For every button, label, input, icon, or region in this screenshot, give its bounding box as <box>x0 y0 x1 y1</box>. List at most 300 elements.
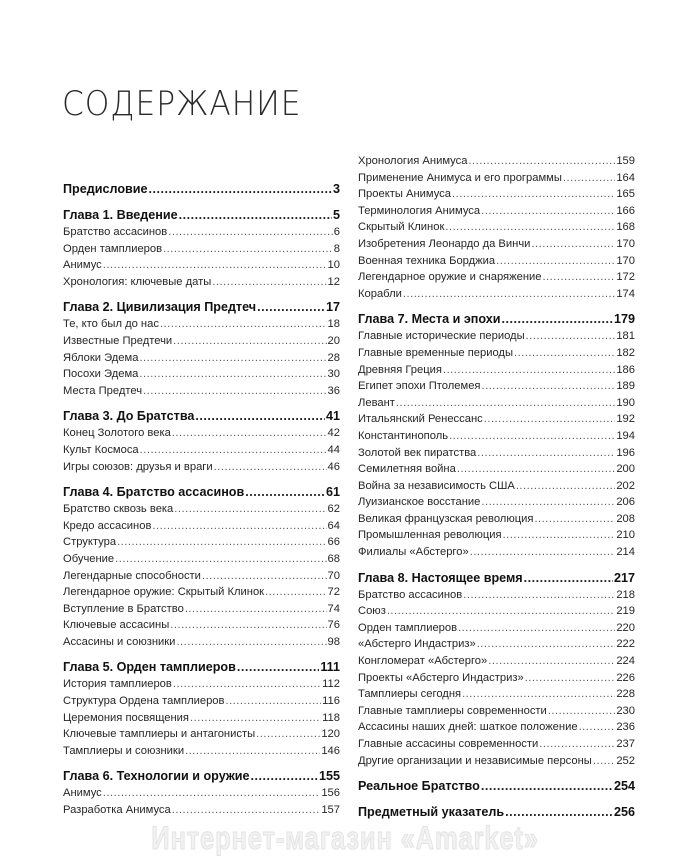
toc-entry <box>358 719 635 736</box>
dot-leader <box>237 658 320 676</box>
toc-entry <box>358 236 635 253</box>
toc-chapter-entry <box>63 658 340 676</box>
dot-leader <box>452 186 615 203</box>
toc-entry-title: Терминология Анимуса <box>358 204 481 217</box>
dot-leader <box>149 180 332 198</box>
dot-leader <box>534 511 615 528</box>
toc-entry <box>358 636 635 653</box>
toc-page-number: 256 <box>613 805 635 820</box>
toc-entry <box>358 703 635 720</box>
toc-entry-title: Места Предтеч <box>63 384 143 397</box>
toc-entry-title: Промышленная революция <box>358 529 502 542</box>
dot-leader <box>170 617 326 634</box>
toc-entry <box>358 736 635 753</box>
toc-entry-title: Война за независимость США <box>358 479 515 492</box>
dot-leader <box>548 703 616 720</box>
toc-page-number: 164 <box>616 171 635 184</box>
dot-leader <box>152 518 326 535</box>
dot-leader <box>103 785 321 802</box>
toc-page-number: 174 <box>616 287 635 300</box>
toc-page-number: 155 <box>318 769 340 784</box>
dot-leader <box>524 569 613 587</box>
toc-page-number: 214 <box>616 546 635 559</box>
toc-entry <box>63 442 340 459</box>
toc-entry-title: Хронология Анимуса <box>358 155 468 167</box>
dot-leader <box>496 253 615 270</box>
dot-leader <box>542 269 615 286</box>
toc-entry <box>63 316 340 333</box>
toc-page-number: 70 <box>327 569 340 582</box>
dot-leader <box>256 726 320 743</box>
toc-page-number: 156 <box>321 787 340 800</box>
toc-entry-title: Легендарное оружие: Скрытый Клинок <box>63 586 265 599</box>
toc-section <box>63 180 340 198</box>
toc-page-number: 42 <box>327 427 340 440</box>
dot-leader <box>195 407 325 425</box>
toc-page-number: 20 <box>327 334 340 347</box>
dot-leader <box>514 345 615 362</box>
toc-entry <box>63 241 340 258</box>
toc-page-number: 170 <box>616 254 635 267</box>
toc-chapter-entry <box>63 483 340 501</box>
toc-entry <box>63 710 340 727</box>
toc-entry-title: Глава 3. До Братства <box>63 409 195 424</box>
toc-entry-title: История тамплиеров <box>63 678 172 691</box>
dot-leader <box>173 676 321 693</box>
toc-entry <box>63 534 340 551</box>
toc-page-number: 12 <box>327 275 340 288</box>
toc-page-number: 192 <box>616 413 635 426</box>
toc-entry <box>358 753 635 770</box>
toc-entry-title: Глава 4. Братство ассасинов <box>63 485 245 500</box>
toc-page-number: 5 <box>332 208 340 222</box>
toc-entry <box>63 518 340 535</box>
toc-chapter-entry <box>63 180 340 198</box>
toc-entry-title: Главные ассасины современности <box>358 738 539 750</box>
toc-section <box>358 153 635 302</box>
toc-entry-title: Структура <box>63 536 117 549</box>
toc-page-number: 210 <box>616 529 635 542</box>
toc-entry <box>358 686 635 703</box>
toc-entry <box>358 544 635 561</box>
toc-page-number: 218 <box>616 588 635 601</box>
toc-entry-title: Корабли <box>358 287 402 300</box>
toc-page-number: 220 <box>616 621 635 634</box>
toc-page-number: 217 <box>613 570 635 585</box>
toc-page-number: 189 <box>616 380 635 393</box>
toc-entry-title: Предметный указатель <box>358 805 505 820</box>
toc-entry-title: Филиалы «Абстерго» <box>358 546 469 559</box>
toc-entry <box>63 802 340 819</box>
toc-page-number: 3 <box>332 182 340 196</box>
dot-leader <box>443 362 615 379</box>
toc-section <box>358 803 635 821</box>
toc-page-number: 168 <box>616 221 635 234</box>
dot-leader <box>458 620 615 637</box>
toc-entry-title: Глава 8. Настоящее время <box>358 570 523 585</box>
toc-entry-title: Главные тамплиеры современности <box>358 704 547 717</box>
dot-leader <box>503 527 616 544</box>
toc-entry-title: Конец Золотого века <box>63 427 171 440</box>
toc-page-number: 236 <box>616 721 635 734</box>
dot-leader <box>563 170 615 187</box>
toc-entry-title: Яблоки Эдема <box>63 351 139 364</box>
toc-entry-title: Братство сквозь века <box>63 503 174 516</box>
toc-entry-title: Легендарное оружие и снаряжение <box>358 271 542 284</box>
toc-section <box>358 777 635 795</box>
toc-entry <box>63 634 340 651</box>
toc-entry-title: Конгломерат «Абстерго» <box>358 655 488 668</box>
toc-page-number: 18 <box>327 318 340 331</box>
toc-entry-title: Ассасины и союзники <box>63 635 176 648</box>
toc-entry-title: Древняя Греция <box>358 363 442 376</box>
toc-page-number: 182 <box>616 346 635 359</box>
toc-entry-title: Египет эпохи Птолемея <box>358 380 481 393</box>
toc-entry <box>63 224 340 241</box>
toc-entry-title: Тамплиеры и союзники <box>63 744 185 757</box>
toc-page-number: 6 <box>333 226 340 238</box>
dot-leader <box>202 568 327 585</box>
toc-entry-title: Легендарные способности <box>63 569 201 582</box>
toc-entry-title: Реальное Братство <box>358 779 480 794</box>
toc-entry <box>63 568 340 585</box>
dot-leader <box>387 603 616 620</box>
toc-page-number: 170 <box>616 237 635 250</box>
toc-entry-title: Константинополь <box>358 429 449 442</box>
dot-leader <box>257 298 325 316</box>
toc-entry <box>358 461 635 478</box>
toc-page-number: 10 <box>327 259 340 272</box>
toc-entry-title: Обучение <box>63 552 115 565</box>
toc-page-number: 165 <box>616 188 635 201</box>
toc-entry <box>358 170 635 187</box>
toc-section <box>63 658 340 759</box>
toc-entry-title: Анимус <box>63 787 102 800</box>
toc-entry <box>358 494 635 511</box>
dot-leader <box>463 587 615 604</box>
toc-entry-title: Глава 1. Введение <box>63 208 178 222</box>
toc-entry-title: Глава 5. Орден тамплиеров <box>63 660 236 675</box>
toc-page-number: 66 <box>327 536 340 549</box>
dot-leader <box>160 316 327 333</box>
toc-column-left <box>63 180 340 827</box>
toc-chapter-entry <box>63 206 340 224</box>
toc-entry-title: Семилетняя война <box>358 463 456 476</box>
toc-page-number: 46 <box>327 460 340 473</box>
toc-entry-title: Орден тамплиеров <box>63 242 163 255</box>
toc-chapter-entry <box>63 767 340 785</box>
toc-entry-title: Применение Анимуса и его программы <box>358 171 562 184</box>
dot-leader <box>403 286 615 303</box>
toc-entry <box>358 378 635 395</box>
dot-leader <box>525 670 616 687</box>
toc-page-number: 111 <box>320 660 340 675</box>
toc-entry-title: «Абстерго Индастриз» <box>358 638 476 651</box>
toc-page-number: 194 <box>616 429 635 442</box>
toc-entry <box>358 345 635 362</box>
dot-leader <box>176 634 326 651</box>
toc-entry-title: Левант <box>358 396 395 409</box>
dot-leader <box>117 534 326 551</box>
dot-leader <box>172 425 327 442</box>
toc-entry-title: Орден тамплиеров <box>358 621 458 634</box>
toc-entry-title: Великая французская революция <box>358 512 534 525</box>
toc-entry <box>63 743 340 760</box>
dot-leader <box>481 378 615 395</box>
dot-leader <box>115 551 326 568</box>
toc-page-number: 44 <box>327 443 340 456</box>
toc-chapter-entry <box>358 803 635 821</box>
toc-entry-title: Скрытый Клинок <box>358 221 445 234</box>
dot-leader <box>531 236 615 253</box>
toc-entry <box>358 395 635 412</box>
toc-entry-title: Военная техника Борджиа <box>358 254 496 267</box>
toc-page-number: 68 <box>327 552 340 565</box>
toc-column-right <box>358 153 635 829</box>
toc-entry <box>63 383 340 400</box>
toc-entry-title: Главные временные периоды <box>358 346 513 359</box>
toc-entry <box>63 257 340 274</box>
dot-leader <box>103 257 327 274</box>
toc-entry <box>63 617 340 634</box>
toc-section <box>63 298 340 399</box>
toc-entry <box>63 676 340 693</box>
toc-entry-title: Разработка Анимуса <box>63 804 171 817</box>
dot-leader <box>139 366 326 383</box>
toc-entry <box>358 587 635 604</box>
toc-entry <box>63 501 340 518</box>
dot-leader <box>185 743 320 760</box>
toc-entry-title: Игры союзов: друзья и враги <box>63 460 213 473</box>
dot-leader <box>477 445 615 462</box>
toc-entry <box>358 527 635 544</box>
toc-page-number: 61 <box>325 485 340 500</box>
toc-entry <box>358 203 635 220</box>
toc-entry-title: Главные исторические периоды <box>358 330 525 343</box>
toc-entry <box>63 785 340 802</box>
toc-page-number: 118 <box>322 711 340 724</box>
toc-entry <box>358 253 635 270</box>
toc-entry-title: Глава 6. Технологии и оружие <box>63 769 250 784</box>
toc-section <box>358 569 635 770</box>
toc-entry-title: Ключевые ассасины <box>63 619 170 632</box>
toc-page-number: 196 <box>616 446 635 459</box>
toc-entry <box>358 153 635 170</box>
dot-leader <box>470 544 616 561</box>
page-title: СОДЕРЖАНИЕ <box>62 84 302 124</box>
toc-entry <box>358 362 635 379</box>
toc-entry-title: Проекты «Абстерго Индастриз» <box>358 671 524 684</box>
toc-page-number: 120 <box>321 728 340 741</box>
dot-leader <box>139 350 326 367</box>
toc-entry-title: Церемония посвящения <box>63 711 189 724</box>
dot-leader <box>505 803 613 821</box>
toc-page-number: 36 <box>327 384 340 397</box>
toc-entry <box>63 274 340 291</box>
toc-page-number: 172 <box>616 271 635 284</box>
toc-entry <box>63 584 340 601</box>
toc-entry <box>358 445 635 462</box>
toc-entry-title: Другие организации и независимые персоны <box>358 754 592 767</box>
toc-page-number: 186 <box>616 363 635 376</box>
dot-leader <box>502 310 613 328</box>
toc-entry <box>63 693 340 710</box>
toc-page-number: 76 <box>327 619 340 632</box>
dot-leader <box>245 483 325 501</box>
dot-leader <box>143 383 327 400</box>
toc-entry-title: Глава 7. Места и эпохи <box>358 312 501 327</box>
toc-entry <box>358 478 635 495</box>
dot-leader <box>173 333 326 350</box>
toc-entry-title: Хронология: ключевые даты <box>63 275 212 288</box>
toc-chapter-entry <box>358 777 635 795</box>
toc-entry-title: Посохи Эдема <box>63 368 139 381</box>
toc-entry <box>358 186 635 203</box>
toc-page-number: 224 <box>616 655 635 668</box>
toc-page-number: 200 <box>616 463 635 476</box>
toc-section <box>358 310 635 560</box>
toc-entry <box>358 620 635 637</box>
toc-entry-title: Глава 2. Цивилизация Предтеч <box>63 300 257 315</box>
toc-page-number: 64 <box>327 519 340 532</box>
toc-entry-title: Итальянский Ренессанс <box>358 413 483 426</box>
dot-leader <box>212 274 326 291</box>
toc-entry <box>358 670 635 687</box>
toc-entry <box>358 603 635 620</box>
toc-chapter-entry <box>358 310 635 328</box>
toc-entry <box>358 269 635 286</box>
toc-page-number: 28 <box>327 351 340 364</box>
toc-entry-title: Предисловие <box>63 182 148 196</box>
toc-entry-title: Кредо ассасинов <box>63 519 152 532</box>
toc-entry-title: Известные Предтечи <box>63 334 173 347</box>
toc-page-number: 62 <box>327 503 340 516</box>
toc-page-number: 8 <box>333 242 340 255</box>
toc-section <box>63 407 340 475</box>
toc-page-number: 112 <box>322 678 340 691</box>
toc-entry <box>63 601 340 618</box>
toc-entry <box>358 219 635 236</box>
toc-entry-title: Тамплиеры сегодня <box>358 688 462 701</box>
toc-entry-title: Ассасины наших дней: шаткое положение <box>358 721 578 734</box>
dot-leader <box>168 224 333 241</box>
dot-leader <box>477 636 616 653</box>
toc-entry <box>358 511 635 528</box>
dot-leader <box>174 501 326 518</box>
dot-leader <box>484 411 616 428</box>
dot-leader <box>516 478 616 495</box>
toc-entry <box>63 333 340 350</box>
toc-entry-title: Изобретения Леонардо да Винчи <box>358 237 531 250</box>
toc-chapter-entry <box>63 407 340 425</box>
toc-entry-title: Ключевые тамплиеры и антагонисты <box>63 728 256 741</box>
toc-entry-title: Проекты Анимуса <box>358 188 451 201</box>
toc-entry <box>63 551 340 568</box>
toc-page-number: 252 <box>616 754 635 767</box>
toc-entry-title: Союз <box>358 605 386 618</box>
toc-entry <box>358 428 635 445</box>
toc-page-number: 116 <box>322 695 340 708</box>
toc-page-number: 181 <box>616 330 635 343</box>
dot-leader <box>265 584 326 601</box>
dot-leader <box>225 693 321 710</box>
toc-entry <box>63 350 340 367</box>
toc-entry <box>358 328 635 345</box>
toc-page-number: 179 <box>613 312 635 327</box>
toc-page-number: 208 <box>616 512 635 525</box>
toc-entry-title: Братство ассасинов <box>358 588 463 601</box>
toc-page-number: 222 <box>616 638 635 651</box>
dot-leader <box>468 153 615 170</box>
toc-page-number: 17 <box>325 300 340 315</box>
toc-entry <box>63 425 340 442</box>
toc-page-number: 254 <box>613 779 635 794</box>
toc-page-number: 159 <box>616 155 635 167</box>
toc-entry-title: Культ Космоса <box>63 443 139 456</box>
toc-page-number: 166 <box>616 204 635 217</box>
toc-entry-title: Луизианское восстание <box>358 496 481 509</box>
toc-page-number: 41 <box>325 409 340 424</box>
toc-chapter-entry <box>358 569 635 587</box>
dot-leader <box>481 203 615 220</box>
toc-entry-title: Братство ассасинов <box>63 226 168 238</box>
dot-leader <box>481 777 613 795</box>
toc-page-number: 228 <box>616 688 635 701</box>
dot-leader <box>214 459 327 476</box>
toc-page-number: 230 <box>616 704 635 717</box>
toc-entry-title: Те, кто был до нас <box>63 318 159 331</box>
toc-page-number: 157 <box>321 804 340 817</box>
toc-section <box>63 483 340 650</box>
toc-entry-title: Анимус <box>63 259 102 272</box>
dot-leader <box>190 710 321 727</box>
toc-entry <box>358 653 635 670</box>
toc-entry-title: Золотой век пиратства <box>358 446 477 459</box>
toc-page-number: 72 <box>327 586 340 599</box>
dot-leader <box>163 241 333 258</box>
dot-leader <box>140 442 327 459</box>
toc-entry <box>63 366 340 383</box>
dot-leader <box>481 494 615 511</box>
toc-section <box>63 767 340 818</box>
dot-leader <box>449 428 615 445</box>
dot-leader <box>593 753 615 770</box>
toc-entry-title: Вступление в Братство <box>63 602 184 615</box>
toc-page-number: 219 <box>616 605 635 618</box>
dot-leader <box>179 206 332 224</box>
dot-leader <box>462 686 615 703</box>
dot-leader <box>488 653 615 670</box>
toc-page-number: 30 <box>327 368 340 381</box>
toc-page-number: 206 <box>616 496 635 509</box>
toc-entry <box>63 726 340 743</box>
toc-page-number: 74 <box>327 602 340 615</box>
dot-leader <box>251 767 318 785</box>
watermark: Интернет-магазин «Amarket» <box>151 820 539 856</box>
dot-leader <box>396 395 615 412</box>
toc-page-number: 98 <box>327 635 340 648</box>
toc-page-number: 202 <box>616 479 635 492</box>
dot-leader <box>526 328 616 345</box>
toc-page-number: 226 <box>616 671 635 684</box>
dot-leader <box>185 601 327 618</box>
toc-page-number: 190 <box>616 396 635 409</box>
dot-leader <box>445 219 615 236</box>
toc-section <box>63 206 340 290</box>
toc-entry <box>358 286 635 303</box>
dot-leader <box>457 461 615 478</box>
dot-leader <box>172 802 321 819</box>
